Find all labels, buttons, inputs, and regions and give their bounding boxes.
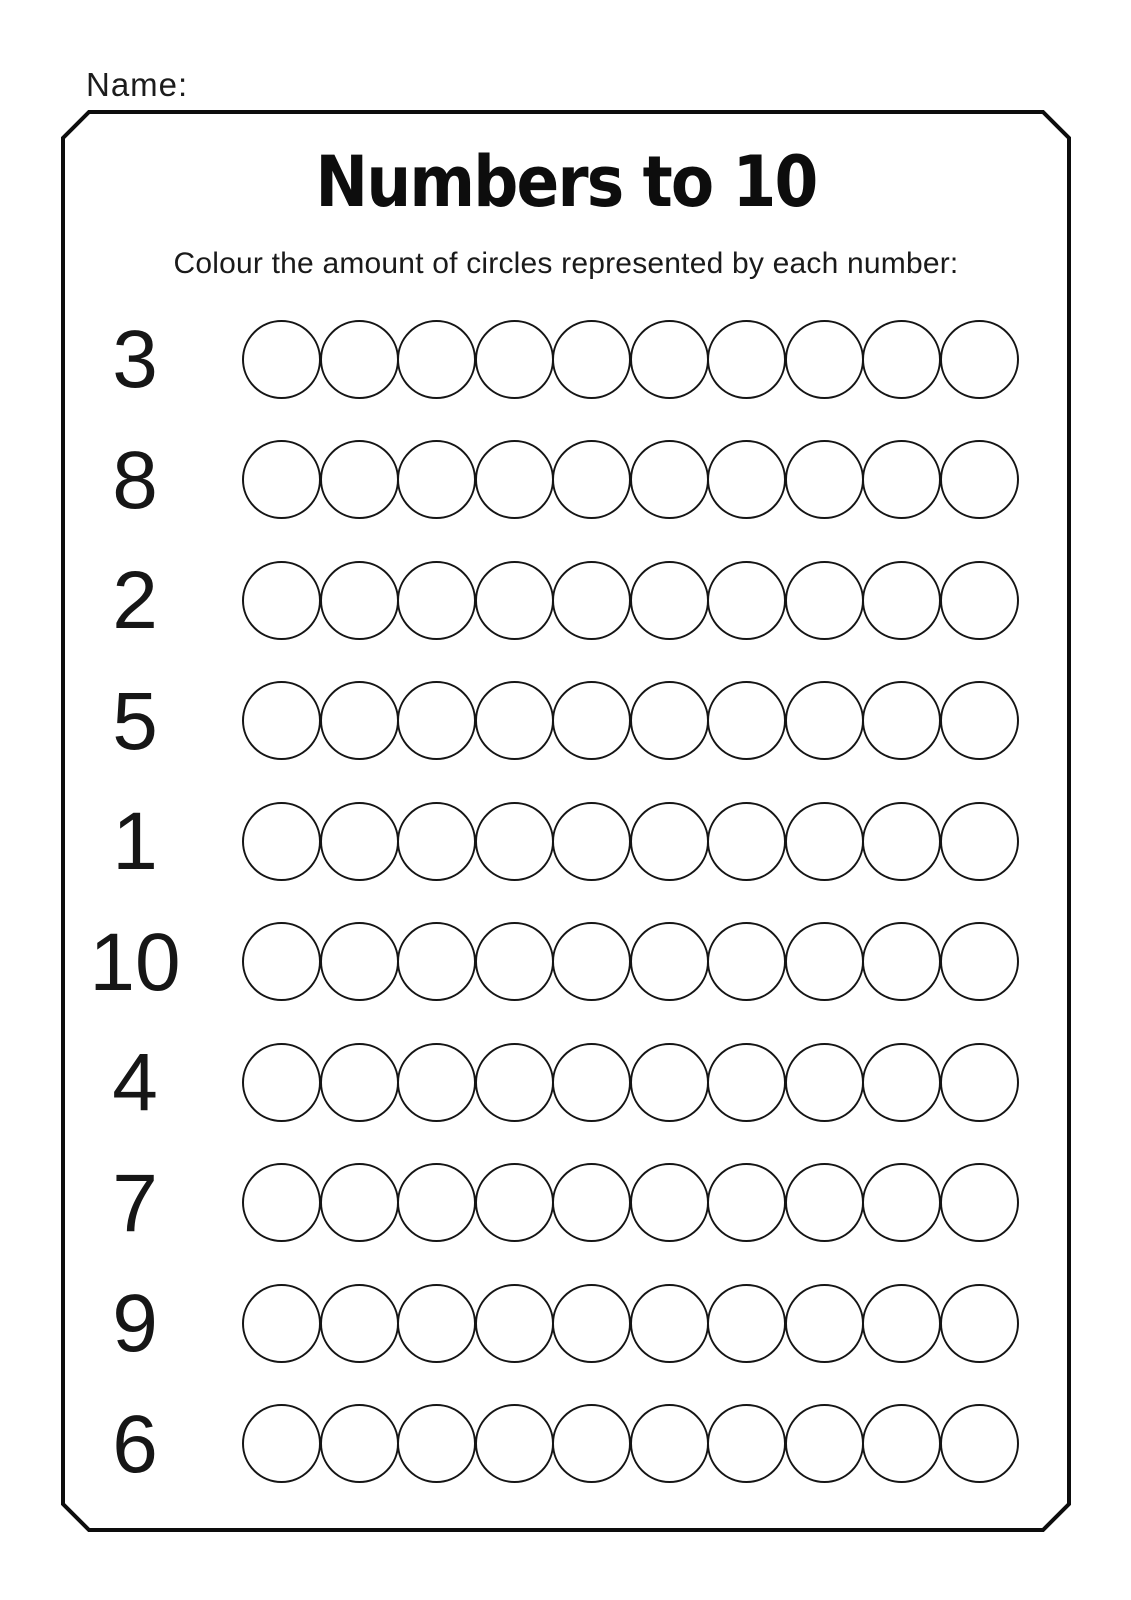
colorable-circle[interactable]: [630, 1284, 709, 1363]
colorable-circle[interactable]: [397, 681, 476, 760]
colorable-circle[interactable]: [630, 681, 709, 760]
colorable-circle[interactable]: [862, 681, 941, 760]
number-row: [0, 1148, 1131, 1258]
colorable-circle[interactable]: [552, 320, 631, 399]
colorable-circle[interactable]: [320, 440, 399, 519]
colorable-circle[interactable]: [630, 561, 709, 640]
colorable-circle[interactable]: [397, 1284, 476, 1363]
colorable-circle[interactable]: [475, 802, 554, 881]
colorable-circle[interactable]: [552, 1043, 631, 1122]
colorable-circle[interactable]: [785, 320, 864, 399]
colorable-circle[interactable]: [707, 681, 786, 760]
colorable-circle[interactable]: [862, 1404, 941, 1483]
colorable-circle[interactable]: [707, 440, 786, 519]
colorable-circle[interactable]: [397, 922, 476, 1001]
colorable-circle[interactable]: [320, 681, 399, 760]
row-circles: [242, 681, 1017, 760]
colorable-circle[interactable]: [552, 922, 631, 1001]
number-row: [0, 907, 1131, 1017]
colorable-circle[interactable]: [785, 922, 864, 1001]
colorable-circle[interactable]: [552, 681, 631, 760]
colorable-circle[interactable]: [707, 1404, 786, 1483]
colorable-circle[interactable]: [242, 1043, 321, 1122]
row-number-label: 9: [112, 1278, 158, 1369]
colorable-circle[interactable]: [397, 320, 476, 399]
colorable-circle[interactable]: [242, 440, 321, 519]
colorable-circle[interactable]: [630, 320, 709, 399]
colorable-circle[interactable]: [785, 1284, 864, 1363]
colorable-circle[interactable]: [475, 440, 554, 519]
number-row: [0, 545, 1131, 655]
colorable-circle[interactable]: [552, 1284, 631, 1363]
colorable-circle[interactable]: [862, 1043, 941, 1122]
row-circles: [242, 1284, 1017, 1363]
row-circles: [242, 320, 1017, 399]
colorable-circle[interactable]: [630, 922, 709, 1001]
colorable-circle[interactable]: [475, 561, 554, 640]
colorable-circle[interactable]: [242, 681, 321, 760]
row-number-label: 4: [112, 1037, 158, 1128]
row-number-label: 7: [112, 1157, 158, 1249]
colorable-circle[interactable]: [242, 922, 321, 1001]
colorable-circle[interactable]: [785, 561, 864, 640]
colorable-circle[interactable]: [320, 802, 399, 881]
colorable-circle[interactable]: [940, 1284, 1019, 1363]
colorable-circle[interactable]: [552, 561, 631, 640]
row-circles: [242, 1163, 1017, 1242]
number-row: [0, 1027, 1131, 1137]
colorable-circle[interactable]: [940, 922, 1019, 1001]
colorable-circle[interactable]: [320, 320, 399, 399]
colorable-circle[interactable]: [552, 1404, 631, 1483]
colorable-circle[interactable]: [785, 802, 864, 881]
row-number-label: 2: [112, 555, 158, 646]
colorable-circle[interactable]: [940, 440, 1019, 519]
colorable-circle[interactable]: [320, 1163, 399, 1242]
colorable-circle[interactable]: [707, 1163, 786, 1242]
colorable-circle[interactable]: [320, 561, 399, 640]
colorable-circle[interactable]: [940, 1163, 1019, 1242]
row-number-label: 1: [112, 796, 158, 887]
row-circles: [242, 440, 1017, 519]
colorable-circle[interactable]: [475, 320, 554, 399]
colorable-circle[interactable]: [630, 1043, 709, 1122]
colorable-circle[interactable]: [862, 440, 941, 519]
colorable-circle[interactable]: [320, 1043, 399, 1122]
row-number-label: 10: [89, 916, 181, 1008]
colorable-circle[interactable]: [242, 802, 321, 881]
colorable-circle[interactable]: [707, 802, 786, 881]
colorable-circle[interactable]: [552, 802, 631, 881]
colorable-circle[interactable]: [397, 440, 476, 519]
worksheet-instructions: Colour the amount of circles represented by each number:: [173, 247, 959, 280]
colorable-circle[interactable]: [940, 1043, 1019, 1122]
colorable-circle[interactable]: [242, 561, 321, 640]
colorable-circle[interactable]: [630, 802, 709, 881]
colorable-circle[interactable]: [630, 1404, 709, 1483]
colorable-circle[interactable]: [940, 561, 1019, 640]
colorable-circle[interactable]: [475, 1043, 554, 1122]
colorable-circle[interactable]: [862, 1163, 941, 1242]
colorable-circle[interactable]: [397, 1163, 476, 1242]
colorable-circle[interactable]: [475, 1163, 554, 1242]
colorable-circle[interactable]: [707, 922, 786, 1001]
colorable-circle[interactable]: [242, 320, 321, 399]
colorable-circle[interactable]: [397, 802, 476, 881]
name-label: Name:: [86, 66, 189, 103]
colorable-circle[interactable]: [552, 1163, 631, 1242]
colorable-circle[interactable]: [630, 1163, 709, 1242]
colorable-circle[interactable]: [862, 1284, 941, 1363]
row-number-label: 3: [112, 314, 158, 405]
number-row: [0, 304, 1131, 414]
number-row: [0, 425, 1131, 535]
colorable-circle[interactable]: [397, 1404, 476, 1483]
colorable-circle[interactable]: [862, 802, 941, 881]
colorable-circle[interactable]: [862, 922, 941, 1001]
colorable-circle[interactable]: [940, 320, 1019, 399]
colorable-circle[interactable]: [707, 1284, 786, 1363]
colorable-circle[interactable]: [707, 1043, 786, 1122]
row-circles: [242, 922, 1017, 1001]
colorable-circle[interactable]: [785, 1404, 864, 1483]
number-row: [0, 1268, 1131, 1378]
colorable-circle[interactable]: [320, 1404, 399, 1483]
colorable-circle[interactable]: [940, 1404, 1019, 1483]
number-row: [0, 666, 1131, 776]
row-circles: [242, 1404, 1017, 1483]
colorable-circle[interactable]: [862, 561, 941, 640]
row-number-label: 6: [112, 1398, 158, 1490]
colorable-circle[interactable]: [475, 922, 554, 1001]
colorable-circle[interactable]: [707, 561, 786, 640]
colorable-circle[interactable]: [242, 1284, 321, 1363]
colorable-circle[interactable]: [475, 681, 554, 760]
row-circles: [242, 561, 1017, 640]
colorable-circle[interactable]: [785, 1163, 864, 1242]
colorable-circle[interactable]: [397, 1043, 476, 1122]
colorable-circle[interactable]: [940, 681, 1019, 760]
row-circles: [242, 1043, 1017, 1122]
colorable-circle[interactable]: [242, 1404, 321, 1483]
colorable-circle[interactable]: [785, 1043, 864, 1122]
number-row: [0, 786, 1131, 896]
colorable-circle[interactable]: [785, 440, 864, 519]
colorable-circle[interactable]: [785, 681, 864, 760]
colorable-circle[interactable]: [552, 440, 631, 519]
colorable-circle[interactable]: [475, 1284, 554, 1363]
row-number-label: 5: [112, 675, 158, 767]
colorable-circle[interactable]: [397, 561, 476, 640]
colorable-circle[interactable]: [475, 1404, 554, 1483]
worksheet-title: Numbers to 10: [315, 141, 817, 223]
colorable-circle[interactable]: [242, 1163, 321, 1242]
row-circles: [242, 802, 1017, 881]
colorable-circle[interactable]: [320, 1284, 399, 1363]
colorable-circle[interactable]: [940, 802, 1019, 881]
number-row: [0, 1389, 1131, 1499]
colorable-circle[interactable]: [862, 320, 941, 399]
row-number-label: 8: [112, 434, 158, 526]
colorable-circle[interactable]: [707, 320, 786, 399]
colorable-circle[interactable]: [320, 922, 399, 1001]
colorable-circle[interactable]: [630, 440, 709, 519]
